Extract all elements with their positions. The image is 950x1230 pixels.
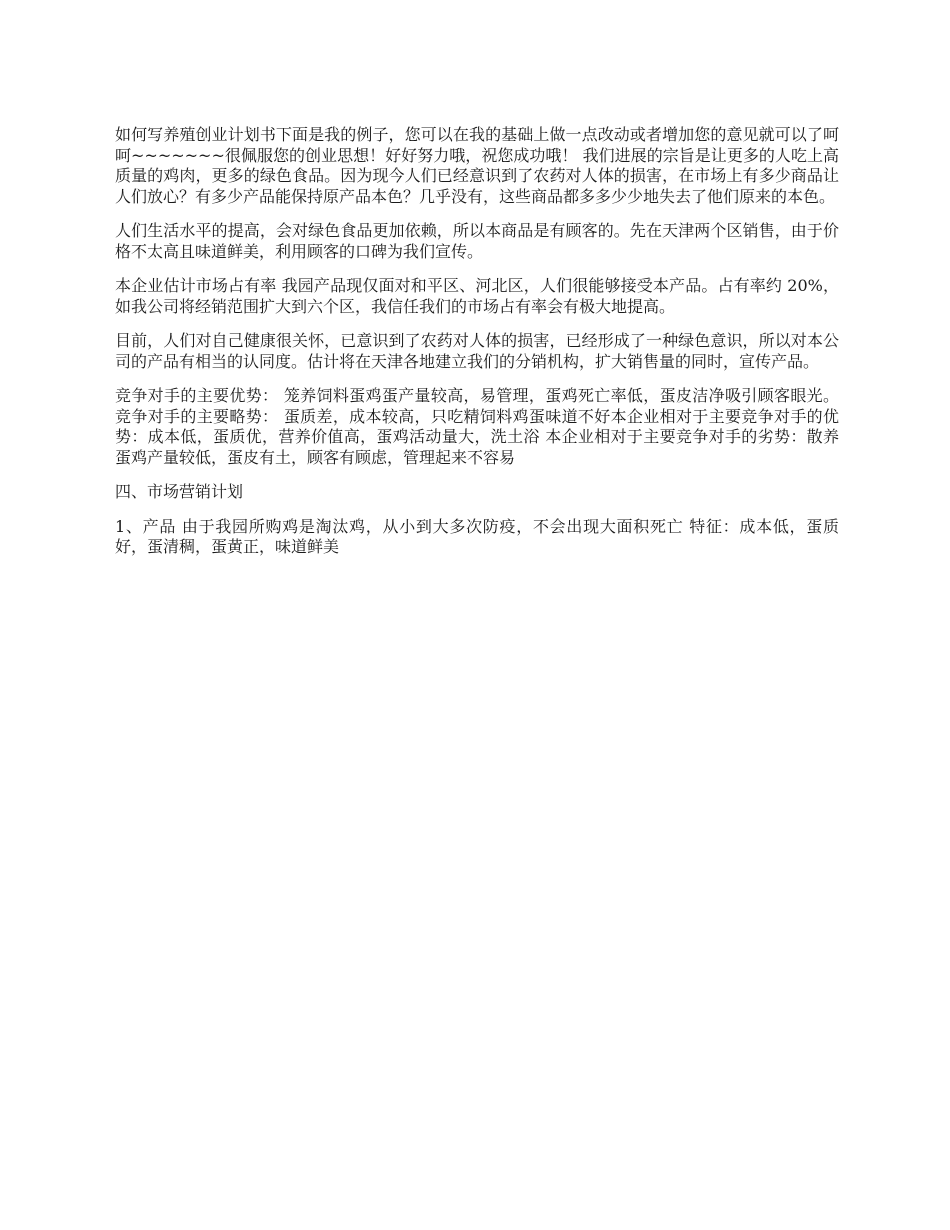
paragraph-competition: 竞争对手的主要优势： 笼养饲料蛋鸡蛋产量较高，易管理，蛋鸡死亡率低，蛋皮洁净吸引顾客眼光。 竞争对手的主要略势： 蛋质差，成本较高，只吃精饲料鸡蛋味道不好本企业相对于主要竞争对手的优势：成本低，蛋质优，营养价值高，蛋鸡活动量大，洗土浴 本企业相对于主要竞争对手的劣势：散养蛋鸡产量较低，蛋皮有土，顾客有顾虑，管理起来不容易 bbox=[115, 386, 839, 467]
paragraph-awareness: 目前，人们对自己健康很关怀，已意识到了农药对人体的损害，已经形成了一种绿色意识，所以对本公司的产品有相当的认同度。估计将在天津各地建立我们的分销机构，扩大销售量的同时，宣传产品。 bbox=[115, 331, 839, 371]
paragraph-customers: 人们生活水平的提高，会对绿色食品更加依赖，所以本商品是有顾客的。先在天津两个区销售，由于价格不太高且味道鲜美，利用顾客的口碑为我们宣传。 bbox=[115, 221, 839, 261]
paragraph-market-share: 本企业估计市场占有率 我园产品现仅面对和平区、河北区，人们很能够接受本产品。占有率约 20%，如我公司将经销范围扩大到六个区，我信任我们的市场占有率会有极大地提高。 bbox=[115, 276, 839, 316]
paragraph-product: 1、产品 由于我园所购鸡是淘汰鸡，从小到大多次防疫，不会出现大面积死亡 特征：成本低，蛋质好，蛋清稠，蛋黄正，味道鲜美 bbox=[115, 516, 839, 556]
section-heading-marketing-plan: 四、市场营销计划 bbox=[115, 482, 244, 501]
document-page bbox=[115, 125, 839, 572]
paragraph-intro: 如何写养殖创业计划书下面是我的例子，您可以在我的基础上做一点改动或者增加您的意见就可以了呵呵~~~~~~~很佩服您的创业思想！好好努力哦，祝您成功哦！ 我们进展的宗旨是让更多的人吃上高质量的鸡肉，更多的绿色食品。因为现今人们已经意识到了农药对人体的损害，在市场上有多少商品让人们放心？有多少产品能保持原产品本色？几乎没有，这些商品都多多少少地失去了他们原来的本色。 bbox=[115, 125, 839, 206]
